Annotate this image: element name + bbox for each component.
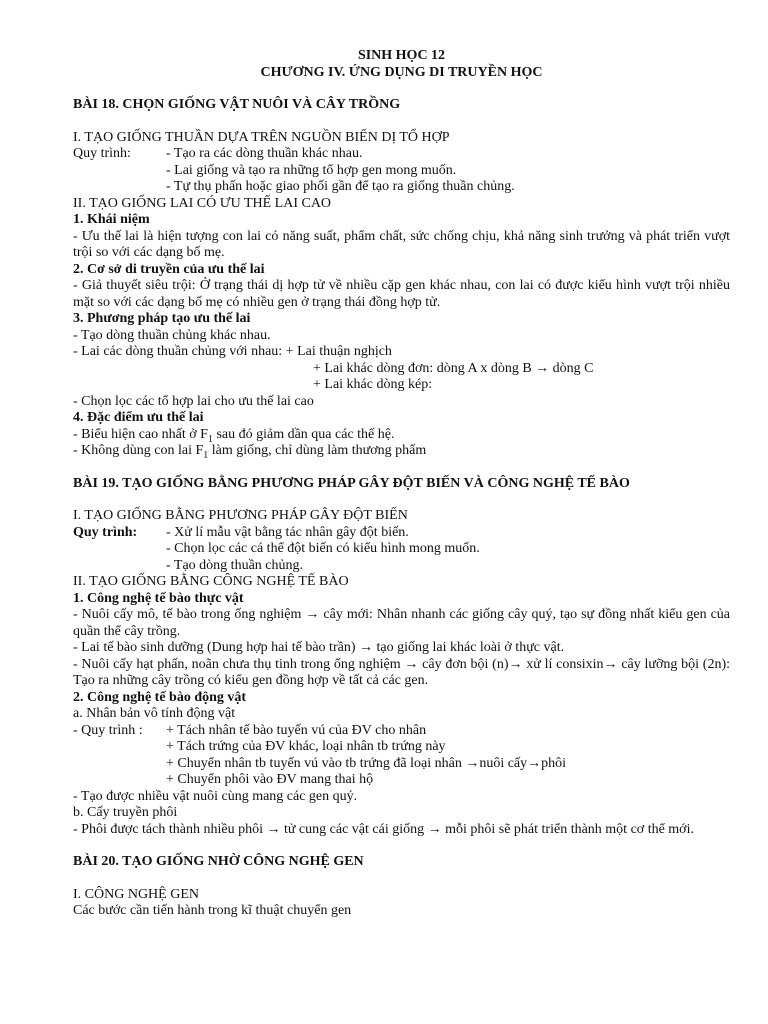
b19-section-1-title: I. TẠO GIỐNG BẰNG PHƯƠNG PHÁP GÂY ĐỘT BIẾN [73, 508, 408, 523]
b18-feature-subscript: 1 [207, 433, 213, 445]
b18-method-heading: 3. Phương pháp tạo ưu thế lai [73, 311, 251, 326]
b18-genetic-basis-text: - Giả thuyết siêu trội: Ở trạng thái dị hợp tử về nhiều cặp gen khác nhau, con lai có được kiểu hình vượt trội nhiều mặt so với các dạng bố mẹ có nhiều gen ở trạng thái đồng hợp tử. [73, 278, 730, 310]
b19-section-2-title: II. TẠO GIỐNG BẰNG CÔNG NGHỆ TẾ BÀO [73, 574, 349, 589]
lesson-18-title: BÀI 18. CHỌN GIỐNG VẬT NUÔI VÀ CÂY TRỒNG [73, 97, 401, 112]
b18-section-1-title: I. TẠO GIỐNG THUẦN DỰA TRÊN NGUỒN BIẾN DỊ TỔ HỢP [73, 129, 450, 145]
b18-section-2-title: II. TẠO GIỐNG LAI CÓ ƯU THẾ LAI CAO [73, 195, 332, 211]
b18-procedure-step: - Tự thụ phấn hoặc giao phối gần để tạo ra giống thuần chủng. [166, 179, 515, 194]
b20-section-1-text: Các bước cần tiến hành trong kĩ thuật chuyển gen [73, 903, 352, 918]
b19-cloning-procedure [73, 723, 730, 740]
b18-feature-text: làm giống, chỉ dùng làm thương phẩm [208, 443, 427, 458]
b18-method-line: - Lai các dòng thuần chủng với nhau: + Lai thuận nghịch [73, 344, 392, 359]
b19-plant-tech-text: - Nuôi cấy mô, tế bào trong ống nghiệm → cây mới: Nhân nhanh các giống cây quý, tạo sự đồng nhất kiểu gen của quần thể cây trồng. [73, 607, 730, 639]
b19-cloning-result: - Tạo được nhiều vật nuôi cùng mang các gen quý. [73, 788, 358, 804]
b19-cloning-step: + Chuyển nhân tb tuyến vú vào tb trứng đã loại nhân →nuôi cấy→phôi [166, 755, 567, 771]
b19-cloning-step: + Chuyển phôi vào ĐV mang thai hộ [166, 772, 374, 787]
b19-plant-tech-heading: 1. Công nghệ tế bào thực vật [73, 590, 244, 606]
b19-procedure-step: - Chọn lọc các cá thể đột biến có kiểu hình mong muốn. [166, 541, 480, 556]
b19-cloning-heading: a. Nhân bản vô tính động vật [73, 706, 236, 721]
subject-title: SINH HỌC 12 [357, 48, 446, 63]
b18-feature-line [73, 427, 730, 444]
b19-cloning-step: + Tách nhân tế bào tuyến vú của ĐV cho nhân [166, 722, 427, 738]
b18-procedure-label: Quy trình: [73, 146, 131, 161]
b18-procedure [73, 146, 730, 163]
b19-procedure-label: Quy trình: [73, 524, 138, 540]
b18-feature-text: sau đó giảm dần qua các thế hệ. [212, 426, 395, 442]
b18-feature-text: - Không dùng con lai F [73, 443, 204, 458]
lesson-20-title: BÀI 20. TẠO GIỐNG NHỜ CÔNG NGHỆ GEN [73, 854, 364, 869]
b19-procedure [73, 525, 730, 542]
b18-concept-heading: 1. Khái niệm [73, 212, 150, 227]
b18-procedure-step: - Tạo ra các dòng thuần khác nhau. [166, 146, 363, 161]
b18-concept-text: - Ưu thế lai là hiện tượng con lai có năng suất, phẩm chất, sức chống chịu, khả năng sinh trưởng và phát triển vượt trội so với các dạng bố mẹ. [73, 228, 730, 260]
b18-method-line: - Chọn lọc các tổ hợp lai cho ưu thế lai cao [73, 393, 314, 409]
b19-procedure-step: - Tạo dòng thuần chủng. [166, 557, 303, 573]
document-page [73, 48, 730, 920]
b20-section-1-title: I. CÔNG NGHỆ GEN [73, 886, 199, 902]
b18-feature-line [73, 443, 730, 460]
b19-cloning-step: + Tách trứng của ĐV khác, loại nhân tb trứng này [166, 739, 446, 754]
b18-feature-text: - Biểu hiện cao nhất ở F [73, 426, 208, 442]
b19-embryo-transfer-heading: b. Cấy truyền phôi [73, 805, 178, 820]
lesson-19-title: BÀI 19. TẠO GIỐNG BẰNG PHƯƠNG PHÁP GÂY ĐỘT BIẾN VÀ CÔNG NGHỆ TẾ BÀO [73, 475, 630, 491]
b19-cloning-label: - Quy trình : [73, 722, 143, 738]
b19-plant-tech-text: - Nuôi cấy hạt phấn, noãn chưa thụ tinh trong ống nghiệm → cây đơn bội (n)→ xử lí consixin→ cây lưỡng bội (2n): Tạo ra những cây trồng có kiểu gen đồng hợp về tất cả các gen. [73, 656, 730, 688]
b18-method-line: + Lai khác dòng đơn: dòng A x dòng B → dòng C [313, 360, 594, 376]
b19-plant-tech-text: - Lai tế bào sinh dưỡng (Dung hợp hai tế bào trần) → tạo giống lai khác loài ở thực vật. [73, 640, 565, 655]
b18-features-heading: 4. Đặc điểm ưu thế lai [73, 410, 204, 425]
b18-procedure-step: - Lai giống và tạo ra những tổ hợp gen mong muốn. [166, 162, 457, 178]
b19-procedure-step: - Xử lí mẫu vật bằng tác nhân gây đột biến. [166, 524, 409, 540]
chapter-title: CHƯƠNG IV. ỨNG DỤNG DI TRUYỀN HỌC [260, 64, 543, 80]
b18-method-line: + Lai khác dòng kép: [313, 377, 433, 392]
b18-genetic-basis-heading: 2. Cơ sở di truyền của ưu thế lai [73, 261, 265, 277]
b19-animal-tech-heading: 2. Công nghệ tế bào động vật [73, 689, 247, 705]
b18-feature-subscript: 1 [203, 449, 209, 461]
b18-method-line: - Tạo dòng thuần chủng khác nhau. [73, 327, 271, 343]
b19-embryo-transfer-text: - Phôi được tách thành nhiều phôi → tử cung các vật cái giống → mỗi phôi sẽ phát triển thành một cơ thể mới. [73, 821, 694, 837]
